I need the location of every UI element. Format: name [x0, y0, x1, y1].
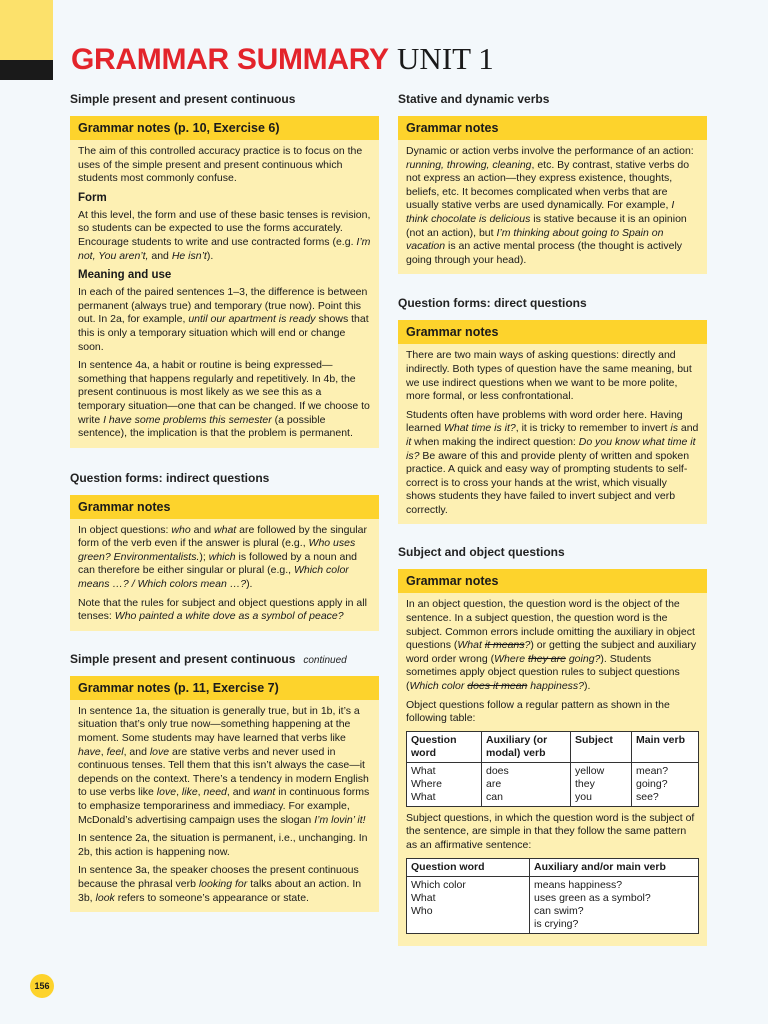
page-tab-black [0, 60, 53, 80]
paragraph: Note that the rules for subject and object questions apply in all tenses: Who painted a white dove as a symbol of peace? [78, 596, 367, 623]
table-header: Main verb [632, 731, 699, 762]
title-unit: UNIT 1 [397, 41, 494, 76]
paragraph: In each of the paired sentences 1–3, the difference is between permanent (always true) and temporary (true now). Point this out. In 2a, for example, until our apartment is ready shows that this is only a temporary situation which will end or change soon. [78, 286, 369, 353]
grammar-notes-bar: Grammar notes [70, 495, 379, 519]
table-header: Subject [571, 731, 632, 762]
table-header: Auxiliary and/or main verb [530, 858, 699, 876]
subheading-meaning-and-use: Meaning and use [78, 269, 172, 282]
grammar-notes-box [398, 344, 707, 524]
table-cell: Which color What Who [407, 876, 530, 933]
table-header-row [407, 858, 699, 876]
section-heading-subject-object: Subject and object questions [398, 545, 565, 560]
grammar-notes-box [70, 519, 379, 631]
table-cell: mean? going? see? [632, 762, 699, 806]
left-column [70, 91, 379, 912]
paragraph: Students often have problems with word order here. Having learned What time is it?, it is tricky to remember to invert is and it when making the indirect question: Do you know what time it is? Be aware of this and provide plenty of written and spoken practice. A quick and easy way of prompting students to self-correct is to cross your hands at the wrist, which visually shows students they have failed to invert subject and verb correctly. [406, 408, 699, 516]
table-header: Auxiliary (or modal) verb [482, 731, 571, 762]
paragraph: Object questions follow a regular pattern as shown in the following table: [406, 698, 670, 725]
object-question-table [406, 731, 699, 807]
table-header: Question word [407, 858, 530, 876]
page-tab-yellow [0, 0, 53, 60]
table-cell: What Where What [407, 762, 482, 806]
table-header-row [407, 731, 699, 762]
grammar-notes-box [70, 140, 379, 448]
paragraph: In sentence 1a, the situation is generally true, but in 1b, it’s a situation that’s only true now—something happening at the moment. Some students may have learned that verbs like have, feel, and love are stative verbs and never used in continuous tenses. Tell them that this isn’t always the case—it depends on the context. There’s a tendency in modern English to use verbs like love, like, need, and want in continuous forms to emphasize temporariness and immediacy. For example, McDonald’s advertising campaign uses the slogan I’m lovin’ it! [78, 704, 370, 826]
section-heading-simple-present-continued: Simple present and present continuous continued [70, 651, 347, 666]
grammar-notes-bar: Grammar notes [398, 320, 707, 344]
subheading-form: Form [78, 191, 107, 204]
paragraph: Dynamic or action verbs involve the performance of an action: running, throwing, cleaning, etc. By contrast, stative verbs do not express an action—they express existence, thoughts, beliefs, etc. It becomes complicated when verbs that are usually stative verbs are used dynamically. For example, I think chocolate is delicious is stative because it is an opinion (not an action), but I’m thinking about going to Spain on vacation is an active mental process (the thought is actively going through your head). [406, 145, 694, 266]
paragraph: In sentence 3a, the speaker chooses the present continuous because the phrasal verb looking for talks about an action. In 3b, look refers to someone’s appearance or state. [78, 864, 362, 904]
table-cell: means happiness? uses green as a symbol? can swim? is crying? [530, 876, 699, 933]
paragraph: In sentence 4a, a habit or routine is being expressed—something that happens regularly and repetitively. In 4b, the present continuous is most likely as we see this as a temporary situation—one that can be changed. If we choose to write I have some problems this semester (a possible sentence), the implication is that the problem is permanent. [78, 359, 370, 440]
right-column [398, 91, 707, 946]
paragraph: At this level, the form and use of these basic tenses is revision, so students can be expected to use the forms accurately. Encourage students to write and use contracted forms (e.g. I’m not, You aren’t, and He isn’t). [78, 208, 371, 262]
table-header: Question word [407, 731, 482, 762]
grammar-notes-bar: Grammar notes [398, 569, 707, 593]
section-heading-simple-present: Simple present and present continuous [70, 92, 296, 106]
paragraph: The aim of this controlled accuracy practice is to focus on the uses of the simple present and present continuous which students most commonly confuse. [78, 145, 363, 185]
grammar-notes-box [398, 140, 707, 274]
paragraph: In sentence 2a, the situation is permanent, i.e., unchanging. In 2b, this action is happening now. [78, 832, 368, 858]
grammar-notes-bar: Grammar notes [398, 116, 707, 140]
paragraph: In an object question, the question word is the object of the sentence. In a subject question, the question word is the subject. Common errors include omitting the auxiliary in object questions (What it means?) or getting the subject and auxiliary word order wrong (Where they are going?). Students sometimes apply object question rules to subject questions (Which color does it mean happiness?). [406, 598, 697, 693]
paragraph: In object questions: who and what are followed by the singular form of the verb even if the answer is plural (e.g., Who uses green? Environmentalists.); which is followed by a noun and can therefore be either singular or plural (e.g., Which color means …? / Which colors mean …?). [78, 523, 367, 591]
grammar-notes-box [70, 700, 379, 912]
paragraph: There are two main ways of asking questions: directly and indirectly. Both types of question have the same meaning, but we use indirect questions when we want to be more polite, more formal, or less confrontational. [406, 349, 692, 403]
table-cell: does are can [482, 762, 571, 806]
page-number: 156 [30, 974, 54, 998]
subject-question-table [406, 858, 699, 934]
grammar-notes-box [398, 593, 707, 945]
section-heading-stative-dynamic: Stative and dynamic verbs [398, 92, 550, 106]
page-title [71, 40, 494, 79]
grammar-notes-bar: Grammar notes (p. 10, Exercise 6) [70, 116, 379, 140]
section-heading-indirect-questions: Question forms: indirect questions [70, 470, 270, 485]
title-grammar-summary: GRAMMAR SUMMARY [71, 43, 389, 76]
table-cell: yellow they you [571, 762, 632, 806]
section-heading-direct-questions: Question forms: direct questions [398, 296, 587, 311]
table-row [407, 876, 699, 933]
grammar-notes-bar: Grammar notes (p. 11, Exercise 7) [70, 676, 379, 700]
paragraph: Subject questions, in which the question word is the subject of the sentence, are simple in that they follow the same pattern as an affirmative sentence: [406, 811, 695, 851]
table-row [407, 762, 699, 806]
